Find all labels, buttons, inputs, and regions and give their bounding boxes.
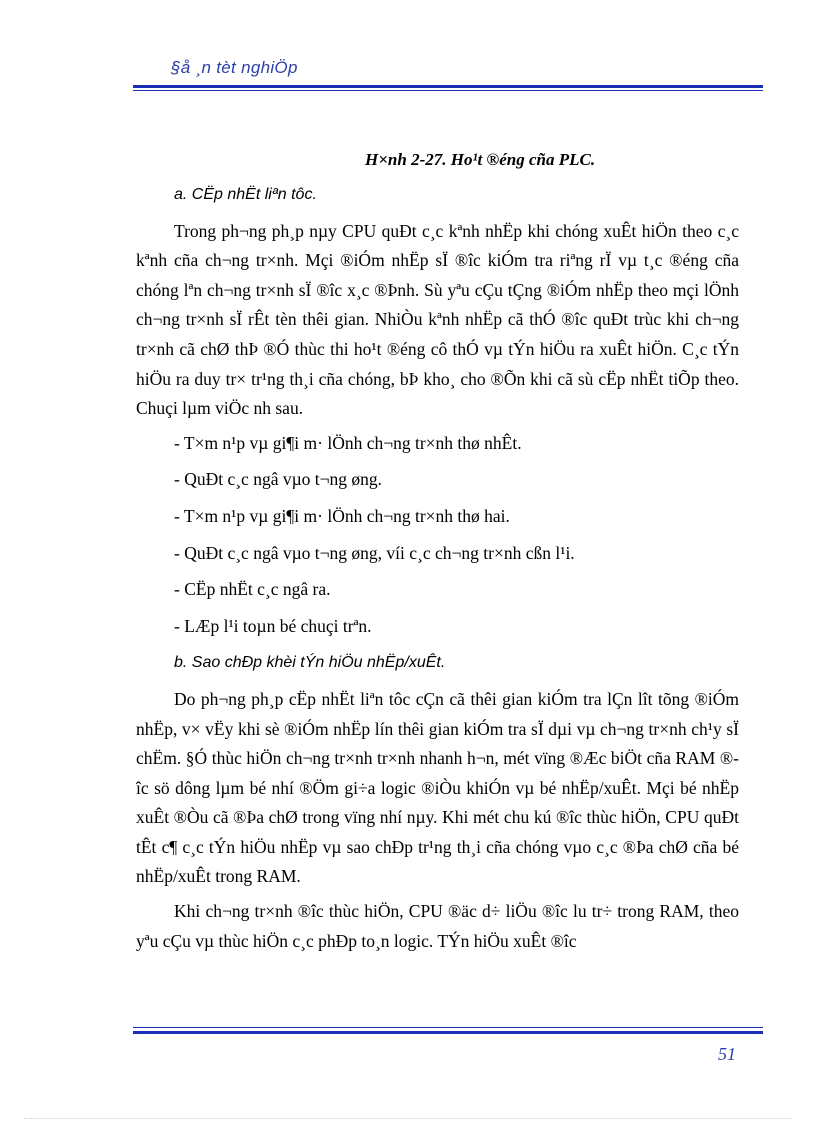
step-item: - LÆp l¹i toµn bé chuçi trªn.	[174, 615, 372, 636]
header-rule	[133, 85, 763, 88]
body-text	[136, 180, 739, 961]
footer-rule	[133, 1031, 763, 1034]
footer-rule-thin	[133, 1027, 763, 1028]
step-item: - QuÐt c¸c ngâ vµo t¬ng øng, víi c¸c ch¬ng tr×nh cßn l¹i.	[174, 542, 575, 563]
section-a-title: a. CËp nhËt liªn tôc.	[174, 186, 317, 203]
page-edge-divider	[24, 1118, 792, 1119]
header-rule-thin	[133, 90, 763, 91]
paragraph: Khi ch¬ng tr×nh ®îc thùc hiÖn, CPU ®äc d÷ liÖu ®îc lu tr÷ trong RAM, theo yªu cÇu vµ thùc hiÖn c¸c phÐp to¸n logic. TÝn hiÖu xuÊt ®îc	[136, 901, 739, 951]
step-item: - CËp nhËt c¸c ngâ ra.	[174, 579, 331, 600]
page-number: 51	[718, 1044, 736, 1064]
paragraph: Do ph¬ng ph¸p cËp nhËt liªn tôc cÇn cã thêi gian kiÓm tra lÇn lît tõng ®iÓm nhËp, v× vËy khi sè ®iÓm nhËp lín thêi gian kiÓm tra sÏ dµi vµ ch¬ng tr×nh ch¹y sÏ chËm. §Ó thùc hiÖn ch¬ng tr×nh tr×nh nhanh h¬n, mét vïng ®Æc biÖt cña RAM ®îc sö dông lµm bé nhí ®Öm gi÷a logic ®iÒu khiÓn vµ bé nhËp/xuÊt. Mçi bé nhËp xuÊt ®Òu cã ®Þa chØ trong vïng nhí nµy. Khi mét chu kú ®îc thùc hiÖn, CPU quÐt tÊt c¶ c¸c tÝn hiÖu nhËp vµ sao chÐp tr¹ng th¸i cña chóng vµo c¸c ®Þa chØ cña bé nhËp/xuÊt trong RAM.	[136, 688, 739, 887]
paragraph: Trong ph¬ng ph¸p nµy CPU quÐt c¸c kªnh nhËp khi chóng xuÊt hiÖn theo c¸c kªnh cña ch¬ng tr×nh. Mçi ®iÓm nhËp sÏ ®îc kiÓm tra riªng rÏ vµ t¸c ®éng cña chóng lªn ch¬ng tr×nh sÏ ®îc x¸c ®Þnh. Sù yªu cÇu tÇng ®iÓm nhËp theo mçi lÖnh ch¬ng tr×nh sÏ rÊt tèn thêi gian. NhiÒu kªnh nhËp cã thÓ ®îc quÐt trùc khi ch¬ng tr×nh cã chØ thÞ ®Ó thùc thi ho¹t ®éng cô thÓ vµ tÝn hiÖu ra xuÊt hiÖn. C¸c tÝn hiÖu ra duy tr× tr¹ng th¸i cña chóng, bÞ kho¸ cho ®Õn khi cã sù cËp nhËt tiÕp theo. Chuçi lµm viÖc nh sau.	[136, 220, 739, 419]
figure-caption: H×nh 2-27. Ho¹t ®éng cña PLC.	[365, 150, 596, 169]
step-item: - T×m n¹p vµ gi¶i m· lÖnh ch¬ng tr×nh thø nhÊt.	[174, 432, 522, 453]
step-item: - QuÐt c¸c ngâ vµo t¬ng øng.	[174, 469, 383, 490]
running-header: §å ¸n tèt nghiÖp	[171, 58, 298, 77]
step-item: - T×m n¹p vµ gi¶i m· lÖnh ch¬ng tr×nh thø hai.	[174, 505, 510, 526]
section-b-title: b. Sao chÐp khèi tÝn hiÖu nhËp/xuÊt.	[174, 654, 446, 672]
